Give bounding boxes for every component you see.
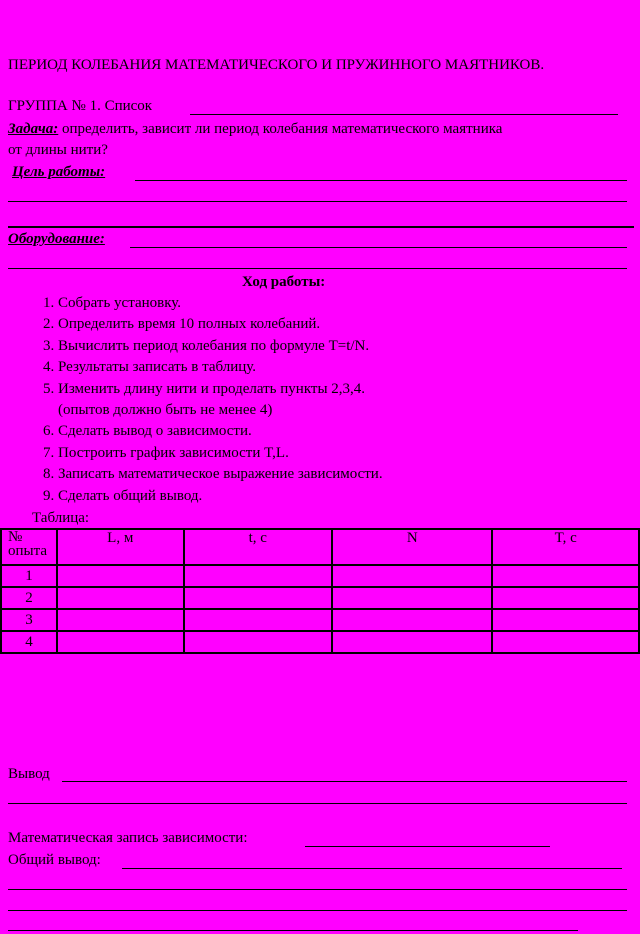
cell-time[interactable]	[184, 565, 332, 587]
header-count: N	[332, 529, 492, 565]
cell-period[interactable]	[492, 587, 639, 609]
header-experiment-number: № опыта	[1, 529, 57, 565]
task-label: Задача:	[8, 121, 59, 137]
cell-length[interactable]	[57, 631, 184, 653]
task-text-1: определить, зависит ли период колебания математического маятника	[58, 121, 503, 137]
row-number: 1	[1, 565, 57, 587]
cell-count[interactable]	[332, 565, 492, 587]
step-item: 3. Вычислить период колебания по формуле T=t/N.	[58, 336, 383, 357]
general-conclusion-line-3[interactable]	[8, 910, 627, 911]
task-line-1	[8, 120, 502, 138]
header-time: t, с	[184, 529, 332, 565]
conclusion-line-2[interactable]	[8, 803, 627, 804]
step-note: (опытов должно быть не менее 4)	[58, 401, 273, 418]
math-record-label: Математическая запись зависимости:	[8, 830, 248, 846]
math-record-line[interactable]	[305, 846, 550, 847]
row-number: 4	[1, 631, 57, 653]
cell-period[interactable]	[492, 631, 639, 653]
general-conclusion-line[interactable]	[122, 868, 622, 869]
general-conclusion-label: Общий вывод:	[8, 852, 101, 868]
step-item: 6. Сделать вывод о зависимости.	[58, 421, 383, 442]
cell-period[interactable]	[492, 565, 639, 587]
goal-answer-line-2[interactable]	[8, 201, 627, 202]
procedure-steps	[30, 293, 383, 507]
step-item: 7. Построить график зависимости T,L.	[58, 443, 383, 464]
goal-answer-line[interactable]	[135, 180, 627, 181]
conclusion-label: Вывод	[8, 766, 50, 782]
step-item: 1. Собрать установку.	[58, 293, 383, 314]
table-row	[1, 565, 639, 587]
step-item: 2. Определить время 10 полных колебаний.	[58, 314, 383, 335]
goal-label: Цель работы:	[12, 164, 106, 180]
section-divider	[8, 226, 634, 228]
step-text: 5. Изменить длину нити и проделать пункты 2,3,4.	[58, 380, 366, 397]
page-title: ПЕРИОД КОЛЕБАНИЯ МАТЕМАТИЧЕСКОГО И ПРУЖИННОГО МАЯТНИКОВ.	[8, 57, 545, 73]
group-label: ГРУППА № 1. Список	[8, 98, 153, 114]
cell-length[interactable]	[57, 587, 184, 609]
row-number: 3	[1, 609, 57, 631]
step-item	[58, 379, 383, 422]
step-item: 4. Результаты записать в таблицу.	[58, 357, 383, 378]
cell-count[interactable]	[332, 631, 492, 653]
general-conclusion-line-2[interactable]	[8, 889, 627, 890]
row-number: 2	[1, 587, 57, 609]
goal-row	[12, 163, 105, 181]
table-header-row	[1, 529, 639, 565]
step-item: 8. Записать математическое выражение зависимости.	[58, 464, 383, 485]
group-list-line[interactable]	[190, 114, 618, 115]
equipment-answer-line[interactable]	[130, 247, 627, 248]
cell-time[interactable]	[184, 609, 332, 631]
table-label: Таблица:	[32, 510, 90, 526]
task-text-2: от длины нити?	[8, 142, 108, 158]
header-period: T, с	[492, 529, 639, 565]
table-row	[1, 609, 639, 631]
cell-length[interactable]	[57, 609, 184, 631]
procedure-title: Ход работы:	[242, 274, 326, 290]
cell-count[interactable]	[332, 587, 492, 609]
cell-time[interactable]	[184, 631, 332, 653]
cell-period[interactable]	[492, 609, 639, 631]
step-item: 9. Сделать общий вывод.	[58, 486, 383, 507]
general-conclusion-line-4[interactable]	[8, 930, 578, 931]
results-table	[0, 528, 640, 654]
equipment-row	[8, 230, 105, 248]
table-row	[1, 587, 639, 609]
cell-count[interactable]	[332, 609, 492, 631]
table-row	[1, 631, 639, 653]
equipment-answer-line-2[interactable]	[8, 268, 627, 269]
equipment-label: Оборудование:	[8, 231, 105, 247]
cell-length[interactable]	[57, 565, 184, 587]
cell-time[interactable]	[184, 587, 332, 609]
header-length: L, м	[57, 529, 184, 565]
conclusion-line[interactable]	[62, 781, 627, 782]
